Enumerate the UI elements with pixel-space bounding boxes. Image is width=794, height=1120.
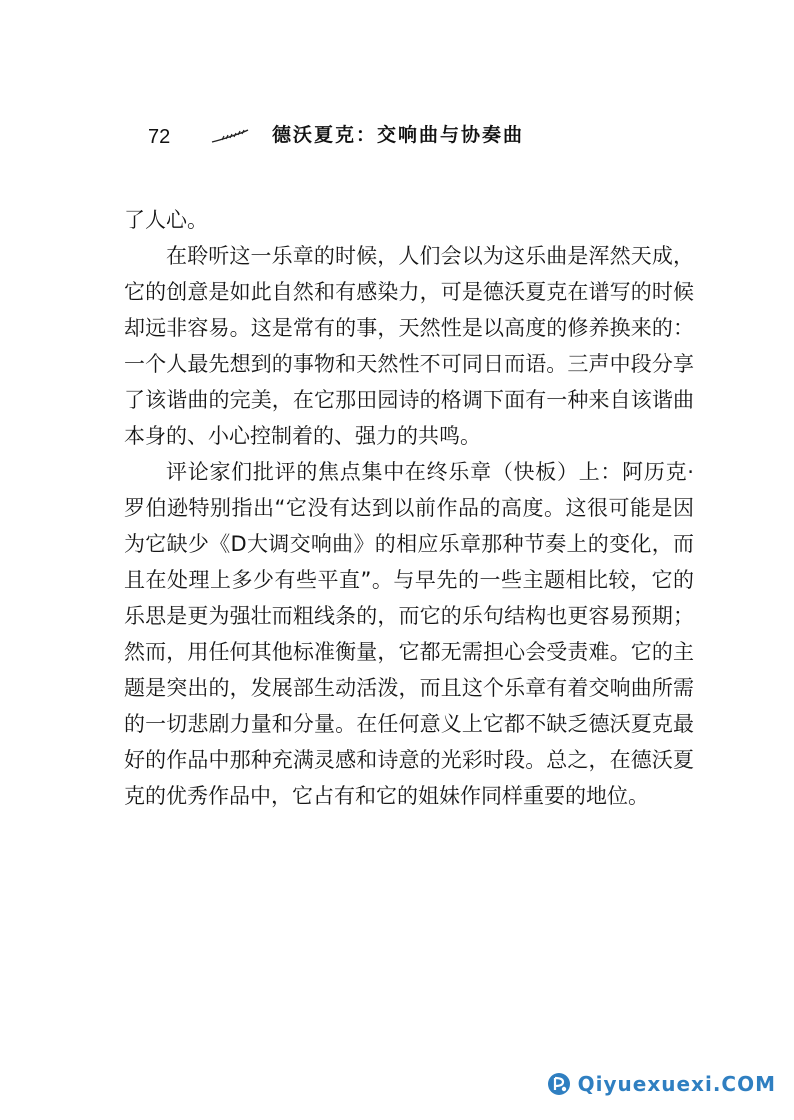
paragraph: 评论家们批评的焦点集中在终乐章（快板）上：阿历克·罗伯逊特别指出“它没有达到以前作品的高度。这很可能是因为它缺少《D大调交响曲》的相应乐章那种节奏上的变化，而且在处理上多少有些平直”。与早先的一些主题相比较，它的乐思是更为强壮而粗线条的，而它的乐句结构也更容易预期；然而，用任何其他标准衡量，它都无需担心会受责难。它的主题是突出的，发展部生动活泼，而且这个乐章有着交响曲所需的一切悲剧力量和分量。在任何意义上它都不缺乏德沃夏克最好的作品中那种充满灵感和诗意的光彩时段。总之，在德沃夏克的优秀作品中，它占有和它的姐妹作同样重要的地位。	[124, 460, 694, 808]
qiyue-logo-icon	[546, 1071, 572, 1097]
running-header	[140, 122, 600, 154]
watermark-text: Qiyuexuexi.COM	[577, 1072, 776, 1096]
page-number: 72	[148, 126, 171, 148]
flourish-ornament-icon	[210, 126, 250, 146]
paragraph: 了人心。	[124, 208, 208, 232]
running-title: 德沃夏克：交响曲与协奏曲	[272, 124, 525, 146]
paragraph: 在聆听这一乐章的时候，人们会以为这乐曲是浑然天成，它的创意是如此自然和有感染力，可是德沃夏克在谱写的时候却远非容易。这是常有的事，天然性是以高度的修养换来的：一个人最先想到的事物和天然性不可同日而语。三声中段分享了该谐曲的完美，在它那田园诗的格调下面有一种来自该谐曲本身的、小心控制着的、强力的共鸣。	[124, 244, 694, 448]
site-watermark	[546, 1070, 776, 1098]
body-text	[124, 202, 694, 814]
